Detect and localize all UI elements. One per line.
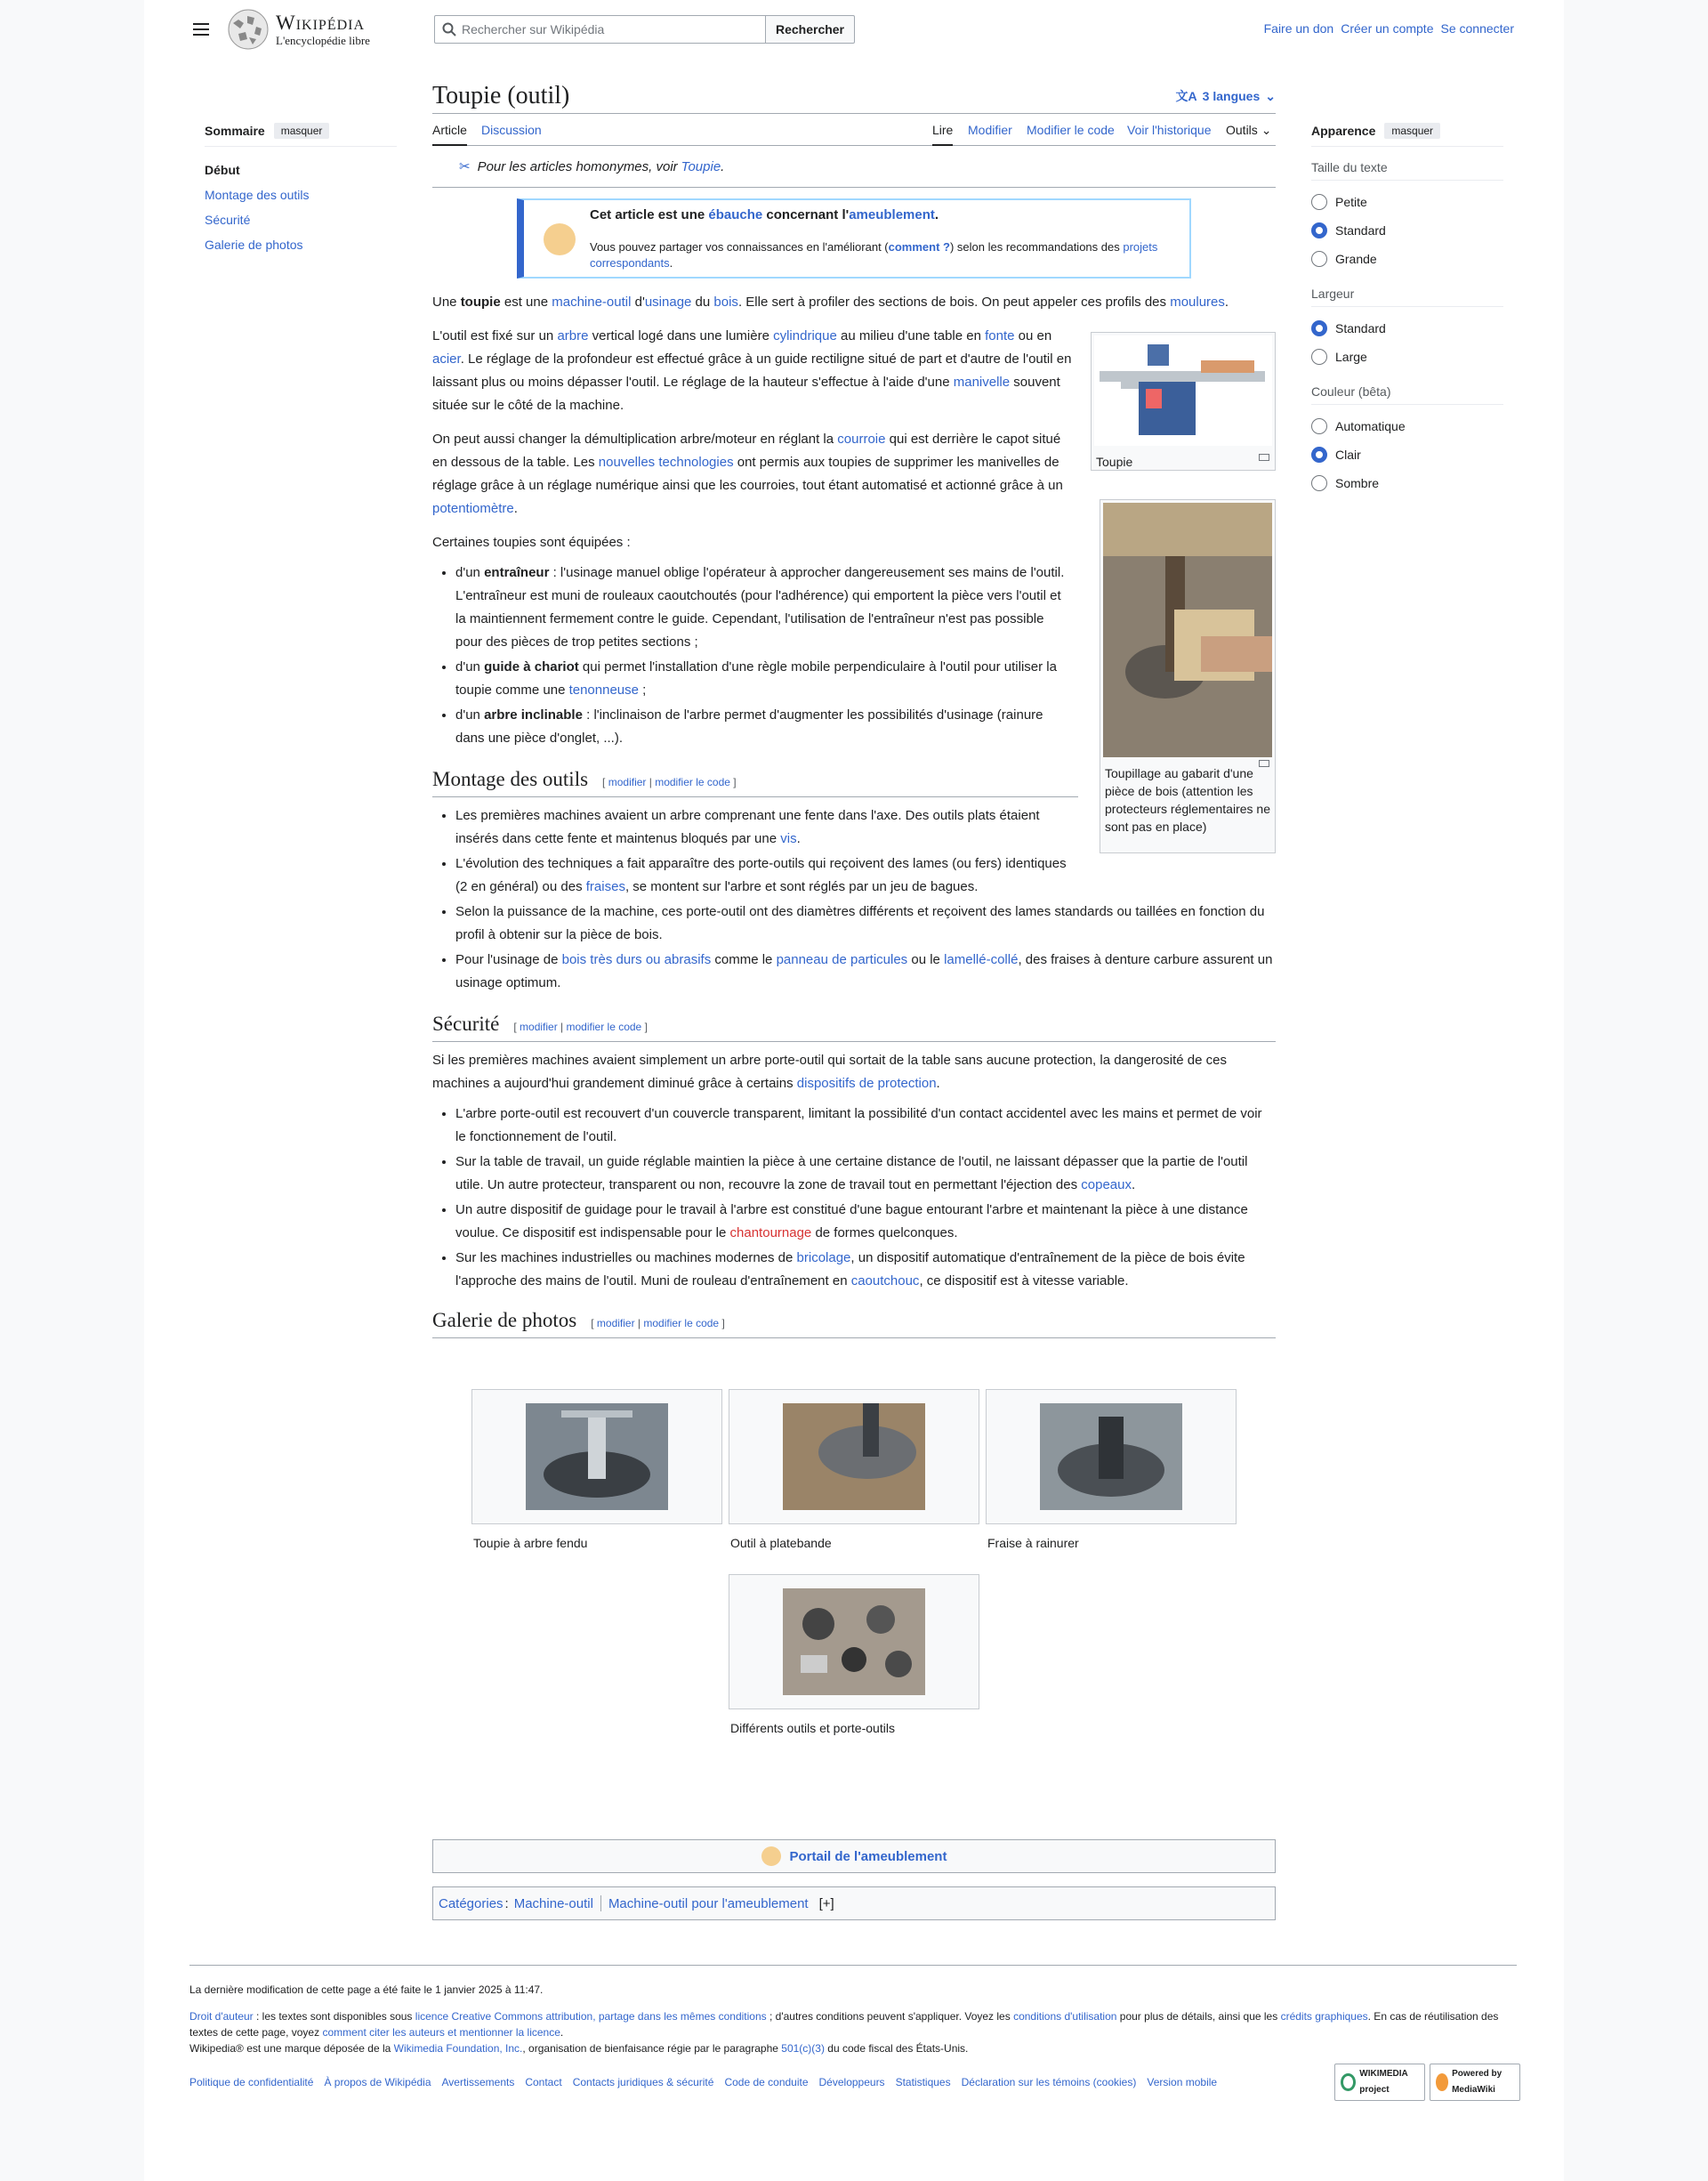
footer-link[interactable]: Avertissements <box>441 2076 515 2088</box>
width-label: Largeur <box>1311 287 1503 307</box>
stub-notice <box>517 198 1191 279</box>
chevron-down-icon: ⌄ <box>1261 123 1272 137</box>
gallery-photo-outils <box>783 1588 925 1695</box>
toc-item-securite[interactable]: Sécurité <box>205 213 251 227</box>
search-icon <box>442 22 456 36</box>
list-item: • Selon la puissance de la machine, ces porte-outil ont des diamètres différents et reçoivent des lames standards ou taillées en fonction du profil à obtenir sur la pièce de bois. <box>455 901 1276 947</box>
text-size-small[interactable] <box>1311 188 1503 216</box>
wordmark-title: Wikipédia <box>276 11 366 34</box>
radio-icon <box>1311 349 1327 365</box>
enlarge-icon[interactable] <box>1259 760 1269 767</box>
create-account-link[interactable]: Créer un compte <box>1341 21 1434 36</box>
list-item: • d'un guide à chariot qui permet l'installation d'une règle mobile perpendiculaire à l'outil pour utiliser la toupie comme une tenonneuse ; <box>455 656 1073 702</box>
search-button[interactable]: Rechercher <box>765 15 855 44</box>
article-content <box>432 78 1276 1338</box>
portal-box <box>432 1839 1276 1873</box>
gallery-caption: Toupie à arbre fendu <box>473 1536 588 1550</box>
footer-link[interactable]: À propos de Wikipédia <box>324 2076 431 2088</box>
radio-selected-icon <box>1311 320 1327 336</box>
option-label: Clair <box>1335 448 1361 462</box>
stub-title: Cet article est une ébauche concernant l'ameublement. <box>590 207 939 222</box>
color-label: Couleur (bêta) <box>1311 384 1503 405</box>
tools-menu[interactable] <box>1226 114 1271 146</box>
main-menu-button[interactable] <box>189 18 213 41</box>
edit-source-link[interactable]: modifier le code <box>643 1317 720 1329</box>
categories-box: Catégories : Machine-outil Machine-outil pour l'ameublement [+] <box>432 1886 1276 1920</box>
option-label: Petite <box>1335 195 1367 209</box>
list-item: • Pour l'usinage de bois très durs ou abrasifs comme le panneau de particules ou le lamellé-collé, des fraises à denture carbure assurent un usinage optimum. <box>455 949 1276 995</box>
option-label: Automatique <box>1335 419 1406 433</box>
gallery-item[interactable] <box>729 1389 979 1524</box>
category-link[interactable]: Machine-outil pour l'ameublement <box>608 1895 809 1911</box>
last-modified: La dernière modification de cette page a été faite le 1 janvier 2025 à 11:47. <box>189 1983 544 1996</box>
equipment-list <box>455 561 1073 750</box>
color-group <box>1311 384 1503 497</box>
thumbnail-toupie[interactable] <box>1091 332 1276 471</box>
furniture-icon <box>544 223 576 255</box>
appearance-hide-button[interactable]: masquer <box>1384 123 1440 139</box>
hatnote-text: Pour les articles homonymes, voir <box>477 158 678 174</box>
radio-icon <box>1311 194 1327 210</box>
list-item: • Sur la table de travail, un guide réglable maintien la pièce à une certaine distance de l'outil, ne laissant dépasser que la partie de l'outil utile. Un autre protecteur, transparent ou non, recouvre la zone de travail tout en permettant l'éjection des copeaux. <box>455 1151 1276 1197</box>
mediawiki-logo-icon <box>1436 2073 1448 2091</box>
page-tabs <box>432 114 1276 146</box>
hatnote: ✂ Pour les articles homonymes, voir Toupie . <box>432 158 1276 188</box>
footer-link[interactable]: Statistiques <box>895 2076 951 2088</box>
edit-link[interactable]: modifier <box>520 1021 558 1033</box>
edit-source-link[interactable]: modifier le code <box>566 1021 642 1033</box>
tab-article[interactable]: Article <box>432 114 467 146</box>
furniture-icon <box>761 1846 781 1866</box>
edit-link[interactable]: modifier <box>596 1317 635 1329</box>
stub-link-ameublement[interactable]: ameublement <box>849 207 935 222</box>
toc-title: Sommaire <box>205 124 265 138</box>
enlarge-icon[interactable] <box>1259 454 1269 461</box>
thumb-caption: Toupie <box>1096 455 1133 469</box>
translate-icon: 文A <box>1175 89 1197 103</box>
thumbnail-toupillage[interactable] <box>1100 499 1276 853</box>
option-label: Sombre <box>1335 476 1380 490</box>
disambig-icon: ✂ <box>459 159 471 174</box>
paragraph-securite: Si les premières machines avaient simplement un arbre porte-outil qui sortait de la table sans aucune protection, la dangerosité de ces machines a aujourd'hui grandement diminué grâce à certains dispositifs de protection. <box>432 1053 1227 1091</box>
gallery-item[interactable] <box>729 1574 979 1709</box>
radio-icon <box>1311 251 1327 267</box>
gallery-caption: Différents outils et porte-outils <box>730 1721 895 1735</box>
tab-edit-source[interactable]: Modifier le code <box>1027 123 1115 137</box>
wikimedia-logo-icon <box>1341 2073 1356 2091</box>
table-of-contents <box>205 123 397 257</box>
user-links <box>1264 21 1514 36</box>
wikipedia-logo[interactable] <box>226 8 395 51</box>
width-large[interactable] <box>1311 343 1503 371</box>
color-auto[interactable] <box>1311 412 1503 440</box>
footer-link[interactable]: Politique de confidentialité <box>189 2076 314 2088</box>
stub-link-comment[interactable]: comment ? <box>888 240 950 254</box>
language-button[interactable] <box>1176 87 1276 105</box>
footer-link[interactable]: Code de conduite <box>724 2076 809 2088</box>
footer-link[interactable]: Version mobile <box>1147 2076 1218 2088</box>
list-item: • d'un entraîneur : l'usinage manuel oblige l'opérateur à approcher dangereusement ses mains de l'outil. L'entraîneur est muni de rouleaux caoutchoutés (pour l'adhérence) qui emportent la pièce vers l'outil et la maintiennent fermement contre le guide. Cependant, l'utilisation de l'entraîneur n'est pas possible pour des pièces de trop petites sections ; <box>455 561 1073 654</box>
categories-label[interactable]: Catégories <box>439 1895 504 1911</box>
text-size-standard[interactable] <box>1311 216 1503 245</box>
footer-link[interactable]: Développeurs <box>818 2076 885 2088</box>
portal-link[interactable]: Portail de l'ameublement <box>789 1848 947 1864</box>
stub-text: Vous pouvez partager vos connaissances en l'améliorant (comment ?) selon les recommandations des projets correspondants. <box>590 240 1158 270</box>
gallery-caption: Fraise à rainurer <box>987 1536 1079 1550</box>
footer-links <box>189 2074 1517 2090</box>
radio-selected-icon <box>1311 222 1327 238</box>
mediawiki-badge[interactable]: Powered by MediaWiki <box>1430 2064 1520 2101</box>
toc-item-montage[interactable]: Montage des outils <box>205 188 310 202</box>
toupillage-photo <box>1103 503 1272 757</box>
categories-expand[interactable]: [+] <box>818 1895 834 1911</box>
securite-list <box>455 1103 1276 1293</box>
intro-paragraph: Une toupie est une machine-outil d'usinage du bois. Elle sert à profiler des sections de bois. On peut appeler ces profils des moulures. <box>432 295 1229 310</box>
width-group <box>1311 287 1503 371</box>
gallery-photo-platebande <box>783 1403 925 1510</box>
appearance-panel <box>1311 123 1503 497</box>
category-link[interactable]: Machine-outil <box>513 1895 593 1911</box>
tab-discussion[interactable]: Discussion <box>481 123 542 137</box>
footer-link[interactable]: Contacts juridiques & sécurité <box>572 2076 714 2088</box>
list-item: • Les premières machines avaient un arbre comprenant une fente dans l'axe. Des outils plats étaient insérés dans cette fente et maintenus bloqués par une vis. <box>455 804 1069 851</box>
tab-edit[interactable]: Modifier <box>968 123 1012 137</box>
toc-item-galerie[interactable]: Galerie de photos <box>205 238 303 252</box>
text-size-label: Taille du texte <box>1311 160 1503 181</box>
license-text: Droit d'auteur : les textes sont disponibles sous licence Creative Commons attribution, partage dans les mêmes conditions ; d'autres conditions peuvent s'appliquer. Voyez les conditions d'utilisation pour plus de détails, ainsi que les crédits graphiques. En cas de réutilisation des textes de cette page, voyez comment citer les auteurs et mentionner la licence. Wikipedia® est une marque déposée de la Wikimedia Foundation, Inc., organisation de bienfaisance régie par le paragraphe 501(c)(3) du code fiscal des États-Unis. <box>189 2010 1499 2055</box>
chevron-down-icon: ⌄ <box>1265 88 1276 103</box>
language-count: 3 langues <box>1202 89 1261 103</box>
paragraph-courroie: On peut aussi changer la démultiplication arbre/moteur en réglant la courroie qui est derrière le capot situé en dessous de la table. Les nouvelles technologies ont permis aux toupies de supprimer les manivelles de réglage grâce à un réglage numérique ainsi que les courroies, tout étant automatisé et actionné grâce à un potentiomètre. <box>432 432 1063 516</box>
page-title: Toupie (outil) <box>432 82 570 109</box>
paragraph-equipements: Certaines toupies sont équipées : <box>432 535 631 550</box>
edit-link[interactable]: modifier <box>608 776 647 788</box>
appearance-title: Apparence <box>1311 124 1376 138</box>
gallery-item[interactable] <box>471 1389 722 1524</box>
stub-link-projets[interactable]: projets correspondants <box>590 240 1158 270</box>
search-input[interactable] <box>462 22 755 36</box>
thumb-caption: Toupillage au gabarit d'une pièce de bois (attention les protecteurs réglementaires ne sont pas en place) <box>1105 766 1270 834</box>
page <box>144 0 1564 2181</box>
radio-selected-icon <box>1311 447 1327 463</box>
toc-item-debut[interactable]: Début <box>205 163 240 177</box>
edit-source-link[interactable]: modifier le code <box>655 776 730 788</box>
section-heading-securite: Sécurité [ modifier | modifier le code ] <box>432 1013 1276 1042</box>
gallery-photo-fraise-rainurer <box>1040 1403 1182 1510</box>
gallery-item[interactable] <box>986 1389 1237 1524</box>
color-dark[interactable] <box>1311 469 1503 497</box>
tab-read[interactable]: Lire <box>932 114 953 146</box>
text-size-group <box>1311 160 1503 273</box>
globe-icon <box>226 7 270 52</box>
login-link[interactable]: Se connecter <box>1440 21 1514 36</box>
radio-icon <box>1311 475 1327 491</box>
footer-link[interactable]: Déclaration sur les témoins (cookies) <box>961 2076 1137 2088</box>
list-item: • L'évolution des techniques a fait apparaître des porte-outils qui reçoivent des lames (ou fers) identiques (2 en général) ou des fraises, se montent sur l'arbre et sont réglés par un jeu de bagues. <box>455 852 1069 899</box>
gallery-photo-arbre-fendu <box>526 1403 668 1510</box>
width-standard[interactable] <box>1311 314 1503 343</box>
footer <box>189 1965 1517 2095</box>
color-light[interactable] <box>1311 440 1503 469</box>
section-heading-galerie: Galerie de photos [ modifier | modifier le code ] <box>432 1309 1276 1338</box>
tools-label: Outils <box>1226 123 1258 137</box>
option-label: Standard <box>1335 223 1386 238</box>
gallery-caption: Outil à platebande <box>730 1536 832 1550</box>
hatnote-link[interactable]: Toupie <box>681 158 721 174</box>
paragraph-arbre: L'outil est fixé sur un arbre vertical logé dans une lumière cylindrique au milieu d'une table en fonte ou en acier. Le réglage de la profondeur est effectué grâce à un guide rectiligne situé de part et d'autre de l'outil en laissant plus ou moins dépasser l'outil. Le réglage de la hauteur s'effectue à l'aide d'une manivelle souvent située sur le côté de la machine. <box>432 328 1072 413</box>
option-label: Grande <box>1335 252 1377 266</box>
section-heading-montage: Montage des outils [ modifier | modifier le code ] <box>432 768 1078 797</box>
stub-link-ebauche[interactable]: ébauche <box>708 207 763 222</box>
list-item: • L'arbre porte-outil est recouvert d'un couvercle transparent, limitant la possibilité d'un contact accidentel avec les mains et permet de voir le fonctionnement de l'outil. <box>455 1103 1276 1149</box>
text-size-large[interactable] <box>1311 245 1503 273</box>
list-item: • Sur les machines industrielles ou machines modernes de bricolage, un dispositif automatique d'entraînement de la pièce de bois évite l'approche des mains de l'outil. Muni de rouleau d'entraînement en caoutchouc, ce dispositif est à vitesse variable. <box>455 1247 1276 1293</box>
radio-icon <box>1311 418 1327 434</box>
tab-history[interactable]: Voir l'historique <box>1127 123 1212 137</box>
toc-hide-button[interactable]: masquer <box>274 123 330 139</box>
list-item: • d'un arbre inclinable : l'inclinaison de l'arbre permet d'augmenter les possibilités d'usinage (rainure dans une pièce d'onglet, ...). <box>455 704 1073 750</box>
search-box[interactable] <box>434 15 769 44</box>
donate-link[interactable]: Faire un don <box>1263 21 1334 36</box>
option-label: Large <box>1335 350 1367 364</box>
wordmark-tagline: L'encyclopédie libre <box>276 33 370 47</box>
option-label: Standard <box>1335 321 1386 335</box>
list-item: • Un autre dispositif de guidage pour le travail à l'arbre est constitué d'une bague entourant l'arbre et maintenant la pièce à une distance voulue. Ce dispositif est indispensable pour le chantournage de formes quelconques. <box>455 1199 1276 1245</box>
wikimedia-badge[interactable]: WIKIMEDIA project <box>1334 2064 1425 2101</box>
toupie-machine-image <box>1094 335 1272 446</box>
footer-link[interactable]: Contact <box>525 2076 562 2088</box>
